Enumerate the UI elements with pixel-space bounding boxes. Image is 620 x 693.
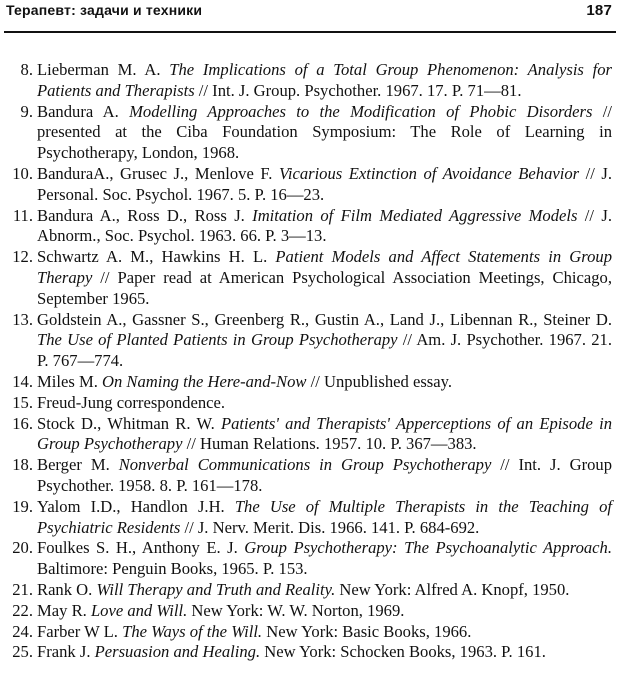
reference-title: Patient Models and Affect Statements in Group Therapy xyxy=(37,247,612,287)
reference-title: Patients' and Therapists' Apperceptions of an Episode in Group Psychotherapy xyxy=(37,413,612,454)
reference-authors: BanduraA., Grusec J., Menlove F. xyxy=(37,163,279,183)
reference-authors: May R. xyxy=(37,600,91,620)
reference-text xyxy=(37,538,612,580)
reference-title: Persuasion and Healing. xyxy=(94,642,261,662)
reference-title: Modelling Approaches to the Modification of Phobic Disorders xyxy=(129,101,593,121)
reference-source: New York: Alfred A. Knopf, 1950. xyxy=(335,579,570,599)
reference-item xyxy=(6,310,612,372)
reference-source: // J. Abnorm., Soc. Psychol. 1963. 66. P. 3—13. xyxy=(37,205,612,246)
reference-text xyxy=(37,310,612,372)
reference-source: // J. Personal. Soc. Psychol. 1967. 5. P. 16—23. xyxy=(37,163,612,204)
reference-number: 13. xyxy=(12,309,33,329)
reference-source: // Int. J. Group. Psychother. 1967. 17. P. 71—81. xyxy=(194,80,522,100)
running-head-title: Терапевт: задачи и техники xyxy=(6,2,203,18)
reference-item xyxy=(6,393,612,414)
reference-text xyxy=(37,601,612,622)
reference-title: Imitation of Film Mediated Aggressive Models xyxy=(252,205,578,225)
reference-title: On Naming the Here-and-Now xyxy=(102,371,307,391)
reference-text xyxy=(37,393,612,414)
reference-source: // J. Nerv. Merit. Dis. 1966. 141. P. 684-692. xyxy=(180,517,480,537)
reference-item xyxy=(6,60,612,102)
reference-item xyxy=(6,372,612,393)
reference-authors: Miles M. xyxy=(37,371,102,391)
reference-title: The Ways of the Will. xyxy=(122,621,263,641)
reference-item xyxy=(6,414,612,456)
reference-authors: Schwartz A. M., Hawkins H. L. xyxy=(37,247,276,267)
reference-authors: Farber W L. xyxy=(37,621,123,641)
reference-source: // Human Relations. 1957. 10. P. 367—383. xyxy=(182,434,477,454)
reference-source: New York: Basic Books, 1966. xyxy=(262,621,472,641)
reference-authors: Yalom I.D., Handlon J.H. xyxy=(37,496,235,516)
reference-number: 8. xyxy=(20,60,33,79)
reference-title: Group Psychotherapy: The Psychoanalytic Approach. xyxy=(244,538,612,558)
reference-number: 22. xyxy=(12,600,33,620)
reference-authors: Rank O. xyxy=(37,579,97,599)
reference-source: // Int. J. Group Psychother. 1958. 8. P. 161—178. xyxy=(37,455,612,495)
reference-text xyxy=(37,372,612,393)
reference-authors: Freud-Jung correspondence. xyxy=(37,392,226,412)
page-number: 187 xyxy=(586,2,612,19)
reference-source: // presented at the Ciba Foundation Symposium: The Role of Learning in Psychotherapy, London, 1968. xyxy=(37,101,612,163)
reference-authors: Foulkes S. H., Anthony E. J. xyxy=(37,538,245,558)
reference-number: 14. xyxy=(12,371,33,391)
reference-title: The Implications of a Total Group Phenomenon: Analysis for Patients and Therapists xyxy=(37,60,612,100)
reference-number: 11. xyxy=(12,205,33,225)
reference-item xyxy=(6,601,612,622)
reference-item xyxy=(6,455,612,497)
reference-text xyxy=(37,642,612,663)
reference-title: Will Therapy and Truth and Reality. xyxy=(96,579,336,599)
reference-item xyxy=(6,206,612,248)
reference-text xyxy=(37,60,612,102)
reference-source: New York: Schocken Books, 1963. P. 161. xyxy=(260,642,546,662)
reference-title: Nonverbal Communications in Group Psychotherapy xyxy=(118,455,492,475)
reference-title: The Use of Planted Patients in Group Psychotherapy xyxy=(37,330,398,350)
reference-list xyxy=(6,60,612,663)
reference-text xyxy=(37,414,612,456)
reference-text xyxy=(37,497,612,539)
reference-item xyxy=(6,102,612,164)
reference-number: 21. xyxy=(12,579,33,599)
reference-number: 16. xyxy=(12,413,33,433)
reference-item xyxy=(6,538,612,580)
reference-number: 15. xyxy=(12,392,33,412)
reference-authors: Berger M. xyxy=(37,455,119,475)
reference-text xyxy=(37,164,612,206)
reference-title: Vicarious Extinction of Avoidance Behavior xyxy=(278,163,580,183)
reference-item xyxy=(6,642,612,663)
reference-text xyxy=(37,455,612,497)
reference-title: Love and Will. xyxy=(90,600,188,620)
reference-text xyxy=(37,102,612,164)
reference-authors: Stock D., Whitman R. W. xyxy=(37,413,221,433)
reference-authors: Bandura A., Ross D., Ross J. xyxy=(37,205,253,225)
reference-item xyxy=(6,497,612,539)
reference-number: 10. xyxy=(12,163,33,183)
reference-authors: Frank J. xyxy=(37,642,95,662)
reference-number: 18. xyxy=(12,455,33,475)
reference-number: 19. xyxy=(12,496,33,516)
header-rule xyxy=(4,31,616,33)
reference-item xyxy=(6,580,612,601)
reference-item xyxy=(6,622,612,643)
reference-number: 9. xyxy=(20,101,33,121)
reference-source: // Paper read at American Psychological Association Meetings, Chicago, September 1965. xyxy=(37,267,612,308)
reference-authors: Lieberman M. A. xyxy=(37,60,170,79)
reference-item xyxy=(6,247,612,309)
reference-authors: Goldstein A., Gassner S., Greenberg R., Gustin A., Land J., Libennan R., Steiner D. xyxy=(37,309,612,329)
reference-number: 25. xyxy=(12,642,33,662)
reference-number: 20. xyxy=(12,538,33,558)
reference-item xyxy=(6,164,612,206)
reference-source: New York: W. W. Norton, 1969. xyxy=(187,600,405,620)
reference-authors: Bandura A. xyxy=(37,101,130,121)
reference-number: 24. xyxy=(12,621,33,641)
reference-title: The Use of Multiple Therapists in the Teaching of Psychiatric Residents xyxy=(37,496,612,537)
reference-text xyxy=(37,247,612,309)
reference-text xyxy=(37,206,612,248)
reference-source: Baltimore: Penguin Books, 1965. P. 153. xyxy=(37,559,308,579)
reference-text xyxy=(37,580,612,601)
reference-source: // Am. J. Psychother. 1967. 21. P. 767—774. xyxy=(37,330,612,371)
reference-text xyxy=(37,622,612,643)
running-header xyxy=(6,2,612,28)
reference-source: // Unpublished essay. xyxy=(306,371,452,391)
reference-number: 12. xyxy=(12,247,33,267)
